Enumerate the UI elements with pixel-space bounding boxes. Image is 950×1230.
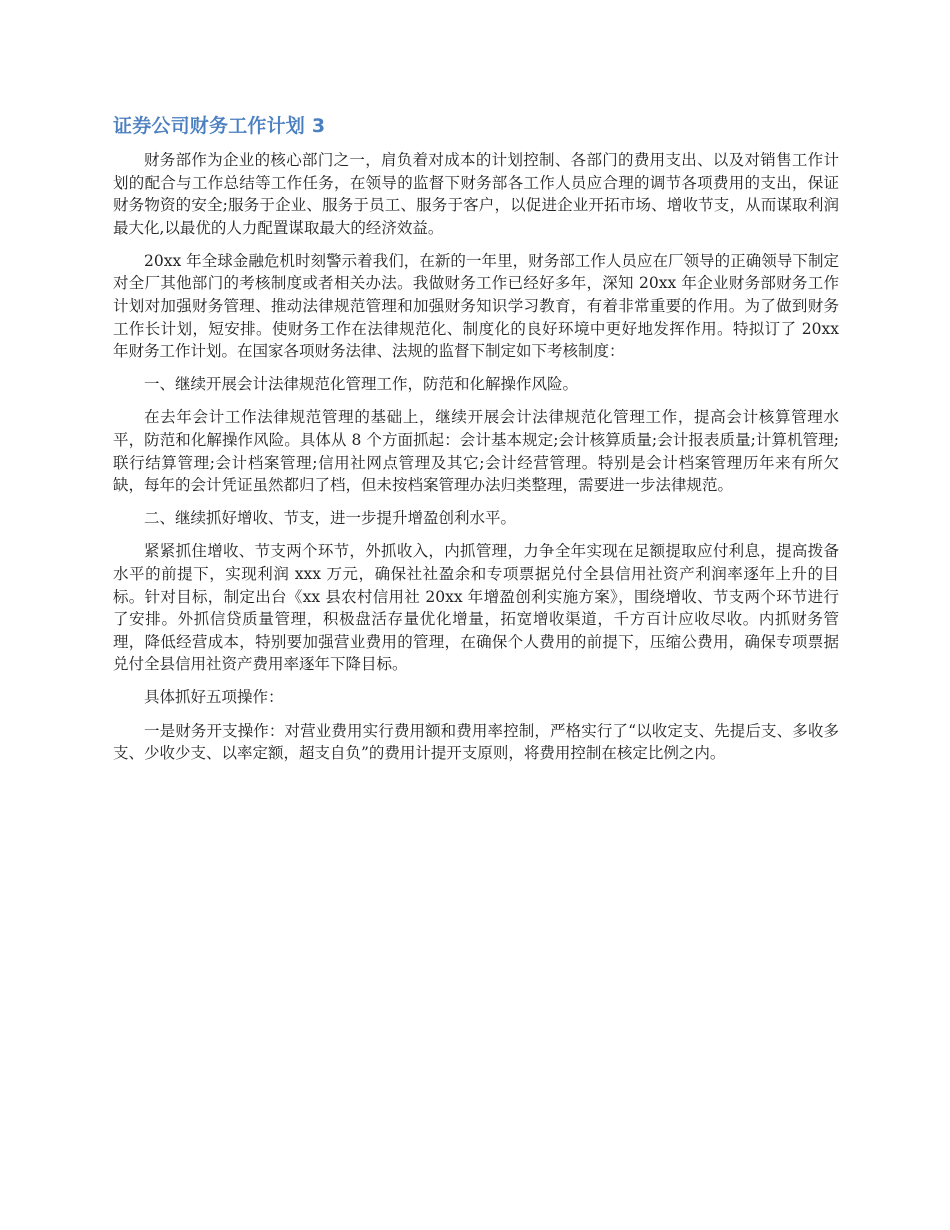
paragraph-operation-1: 一是财务开支操作：对营业费用实行费用额和费用率控制，严格实行了“以收定支、先提后支、多收多支、少收少支、以率定额，超支自负”的费用计提开支原则，将费用控制在核定比例之内。 xyxy=(113,721,839,763)
paragraph-five-operations: 具体抓好五项操作： xyxy=(144,688,284,707)
paragraph-section-2: 紧紧抓住增收、节支两个环节，外抓收入，内抓管理，力争全年实现在足额提取应付利息，提高拨备水平的前提下，实现利润 xxx 万元，确保社社盈余和专项票据兑付全县信用社资产利润率逐年上升的目标。针对目标，制定出台《xx 县农村信用社 20xx 年增盈创利实施方案》，围绕增收、节支两个环节进行了安排。外抓信贷质量管理，积极盘活存量优化增量，拓宽增收渠道，千方百计应收尽收。内抓财务管理，降低经营成本，特别要加强营业费用的管理，在确保个人费用的前提下，压缩公费用，确保专项票据兑付全县信用社资产费用率逐年下降目标。 xyxy=(113,542,839,674)
document-title: 证券公司财务工作计划 3 xyxy=(113,115,326,137)
document-body xyxy=(113,112,839,775)
paragraph-section-1: 在去年会计工作法律规范管理的基础上，继续开展会计法律规范化管理工作，提高会计核算管理水平，防范和化解操作风险。具体从 8 个方面抓起：会计基本规定;会计核算质量;会计报表质量;计算机管理;联行结算管理;会计档案管理;信用社网点管理及其它;会计经营管理。特别是会计档案管理历年来有所欠缺，每年的会计凭证虽然都归了档，但未按档案管理办法归类整理，需要进一步法律规范。 xyxy=(113,408,839,495)
paragraph-background: 20xx 年全球金融危机时刻警示着我们，在新的一年里，财务部工作人员应在厂领导的正确领导下制定对全厂其他部门的考核制度或者相关办法。我做财务工作已经好多年，深知 20xx 年企业财务部财务工作计划对加强财务管理、推动法律规范管理和加强财务知识学习教育，有着非常重要的作用。为了做到财务工作长计划，短安排。使财务工作在法律规范化、制度化的良好环境中更好地发挥作用。特拟订了 20xx 年财务工作计划。在国家各项财务法律、法规的监督下制定如下考核制度： xyxy=(113,251,839,361)
paragraph-intro: 财务部作为企业的核心部门之一，肩负着对成本的计划控制、各部门的费用支出、以及对销售工作计划的配合与工作总结等工作任务，在领导的监督下财务部各工作人员应合理的调节各项费用的支出，保证财务物资的安全;服务于企业、服务于员工、服务于客户，以促进企业开拓市场、增收节支，从而谋取利润最大化,以最优的人力配置谋取最大的经济效益。 xyxy=(113,151,839,237)
section-heading-1: 一、继续开展会计法律规范化管理工作，防范和化解操作风险。 xyxy=(144,375,579,394)
section-heading-2: 二、继续抓好增收、节支，进一步提升增盈创利水平。 xyxy=(144,509,517,528)
